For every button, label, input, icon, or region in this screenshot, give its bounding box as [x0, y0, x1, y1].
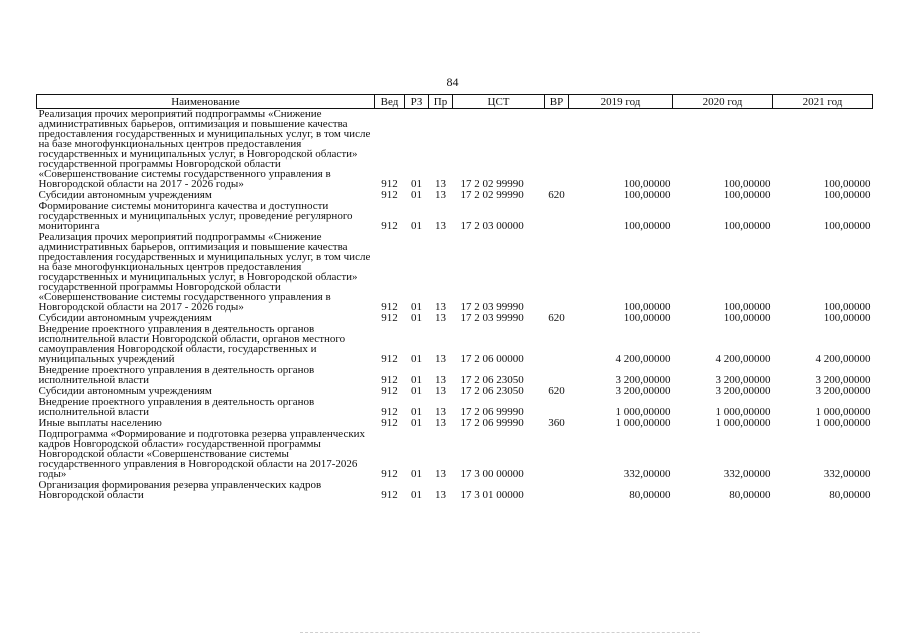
header-2019: 2019 год — [569, 95, 673, 109]
cell-vr — [545, 232, 569, 313]
cell-name: Реализация прочих мероприятий подпрограммы «Снижение административных барьеров, оптимизация и повышение качества предоставления государственных и муниципальных услуг, в том числе на базе многофункциональных центров предоставления государственных и муниципальных услуг, в Новгородской области» государственной программы Новгородской области «Совершенствование системы государственного управления в Новгородской области на 2017 - 2026 годы» — [38, 231, 371, 313]
cell-rz: 01 — [411, 406, 422, 418]
budget-table — [36, 94, 873, 501]
cell-2020: 1 000,00000 — [715, 417, 771, 429]
cell-pr: 13 — [435, 374, 446, 386]
cell-2021: 100,00000 — [823, 189, 871, 201]
cell-pr: 13 — [435, 489, 446, 501]
cell-ved: 912 — [381, 385, 398, 397]
cell-2020: 3 200,00000 — [715, 374, 771, 386]
cell-ved: 912 — [381, 189, 398, 201]
cell-rz: 01 — [411, 468, 422, 480]
table-row — [37, 429, 873, 480]
cell-name: Организация формирования резерва управленческих кадров Новгородской области — [38, 479, 322, 501]
cell-rz: 01 — [411, 385, 422, 397]
cell-2021: 100,00000 — [823, 220, 871, 232]
cell-pr: 13 — [435, 301, 446, 313]
cell-2019: 100,00000 — [623, 312, 671, 324]
cell-name: Иные выплаты населению — [38, 417, 162, 429]
cell-vr: 360 — [548, 417, 565, 429]
cell-2021: 3 200,00000 — [815, 385, 871, 397]
cell-vr — [545, 324, 569, 365]
cell-vr — [545, 365, 569, 386]
cell-rz: 01 — [411, 374, 422, 386]
cell-2021: 100,00000 — [823, 312, 871, 324]
cell-2019: 80,00000 — [629, 489, 671, 501]
cell-name: Внедрение проектного управления в деятельность органов исполнительной власти — [38, 396, 315, 418]
cell-cst: 17 2 06 23050 — [460, 374, 524, 386]
table-body — [37, 109, 873, 502]
cell-ved: 912 — [381, 468, 398, 480]
cell-vr — [545, 429, 569, 480]
cell-2020: 332,00000 — [723, 468, 771, 480]
cell-cst: 17 2 02 99990 — [460, 178, 524, 190]
header-2021: 2021 год — [773, 95, 873, 109]
cell-name: Подпрограмма «Формирование и подготовка резерва управленческих кадров Новгородской области» государственной программы Новгородской области «Совершенствование системы государственного управления в Новгородской области на 2017-2026 годы» — [38, 428, 366, 480]
header-name: Наименование — [37, 95, 375, 109]
cell-2020: 1 000,00000 — [715, 406, 771, 418]
table-row — [37, 109, 873, 191]
cell-cst: 17 2 06 99990 — [460, 417, 524, 429]
table-header — [37, 95, 873, 109]
cell-vr — [545, 480, 569, 501]
cell-2019: 1 000,00000 — [615, 417, 671, 429]
cell-2019: 3 200,00000 — [615, 374, 671, 386]
cell-pr: 13 — [435, 353, 446, 365]
table-row — [37, 480, 873, 501]
cell-rz: 01 — [411, 417, 422, 429]
cell-pr: 13 — [435, 178, 446, 190]
cell-vr: 620 — [548, 385, 565, 397]
cell-cst: 17 2 02 99990 — [460, 189, 524, 201]
cell-2019: 100,00000 — [623, 220, 671, 232]
cell-2021: 1 000,00000 — [815, 406, 871, 418]
cell-2019: 1 000,00000 — [615, 406, 671, 418]
header-ved: Вед — [375, 95, 405, 109]
cell-cst: 17 2 06 00000 — [460, 353, 524, 365]
header-rz: РЗ — [405, 95, 429, 109]
cell-cst: 17 3 01 00000 — [460, 489, 524, 501]
cell-ved: 912 — [381, 489, 398, 501]
cell-rz: 01 — [411, 301, 422, 313]
cell-2019: 100,00000 — [623, 301, 671, 313]
cell-vr — [545, 397, 569, 418]
cell-2019: 4 200,00000 — [615, 353, 671, 365]
cell-2021: 80,00000 — [829, 489, 871, 501]
cell-rz: 01 — [411, 220, 422, 232]
table-row — [37, 232, 873, 313]
cell-vr: 620 — [548, 312, 565, 324]
cell-2019: 100,00000 — [623, 178, 671, 190]
cell-cst: 17 2 03 99990 — [460, 301, 524, 313]
cell-ved: 912 — [381, 220, 398, 232]
cell-2020: 100,00000 — [723, 178, 771, 190]
cell-pr: 13 — [435, 220, 446, 232]
cell-2019: 100,00000 — [623, 189, 671, 201]
header-pr: Пр — [429, 95, 453, 109]
cell-2021: 4 200,00000 — [815, 353, 871, 365]
cell-pr: 13 — [435, 189, 446, 201]
cell-pr: 13 — [435, 312, 446, 324]
cell-2021: 3 200,00000 — [815, 374, 871, 386]
header-2020: 2020 год — [673, 95, 773, 109]
cell-name: Внедрение проектного управления в деятельность органов исполнительной власти Новгородской области, органов местного самоуправления Новгородской области, государственных и муниципальных учреждений — [38, 323, 346, 365]
cell-cst: 17 2 03 00000 — [460, 220, 524, 232]
cell-rz: 01 — [411, 178, 422, 190]
cell-cst: 17 2 06 99990 — [460, 406, 524, 418]
cell-rz: 01 — [411, 312, 422, 324]
table-row — [37, 365, 873, 386]
table-row — [37, 397, 873, 418]
cell-vr — [545, 201, 569, 232]
cell-2020: 100,00000 — [723, 312, 771, 324]
cell-vr — [545, 109, 569, 191]
cell-2020: 3 200,00000 — [715, 385, 771, 397]
cell-pr: 13 — [435, 385, 446, 397]
cell-name: Внедрение проектного управления в деятельность органов исполнительной власти — [38, 364, 315, 386]
header-vr: ВР — [545, 95, 569, 109]
cell-rz: 01 — [411, 353, 422, 365]
cell-name: Субсидии автономным учреждениям — [38, 312, 212, 324]
cell-ved: 912 — [381, 178, 398, 190]
cell-name: Формирование системы мониторинга качества и доступности государственных и муниципальных услуг, проведение регулярного мониторинга — [38, 200, 353, 232]
page-number: 84 — [446, 75, 459, 89]
cell-2020: 100,00000 — [723, 220, 771, 232]
cell-2021: 100,00000 — [823, 301, 871, 313]
header-row — [37, 95, 873, 109]
cell-cst: 17 3 00 00000 — [460, 468, 524, 480]
cell-2019: 332,00000 — [623, 468, 671, 480]
cell-2021: 332,00000 — [823, 468, 871, 480]
cell-rz: 01 — [411, 489, 422, 501]
cell-name: Субсидии автономным учреждениям — [38, 189, 212, 201]
cell-cst: 17 2 06 23050 — [460, 385, 524, 397]
cell-name: Субсидии автономным учреждениям — [38, 385, 212, 397]
cell-2021: 1 000,00000 — [815, 417, 871, 429]
cell-ved: 912 — [381, 301, 398, 313]
cell-ved: 912 — [381, 374, 398, 386]
page-edge-marks — [300, 632, 700, 636]
table-row — [37, 324, 873, 365]
cell-cst: 17 2 03 99990 — [460, 312, 524, 324]
cell-pr: 13 — [435, 468, 446, 480]
cell-name: Реализация прочих мероприятий подпрограммы «Снижение административных барьеров, оптимизация и повышение качества предоставления государственных и муниципальных услуг, в том числе на базе многофункциональных центров предоставления государственных и муниципальных услуг, в Новгородской области» государственной программы Новгородской области «Совершенствование системы государственного управления в Новгородской области на 2017 - 2026 годы» — [38, 108, 371, 190]
cell-2021: 100,00000 — [823, 178, 871, 190]
cell-ved: 912 — [381, 417, 398, 429]
cell-2020: 100,00000 — [723, 189, 771, 201]
cell-ved: 912 — [381, 312, 398, 324]
cell-rz: 01 — [411, 189, 422, 201]
cell-ved: 912 — [381, 353, 398, 365]
cell-2019: 3 200,00000 — [615, 385, 671, 397]
cell-vr: 620 — [548, 189, 565, 201]
cell-pr: 13 — [435, 417, 446, 429]
table-row — [37, 201, 873, 232]
cell-ved: 912 — [381, 406, 398, 418]
cell-2020: 80,00000 — [729, 489, 771, 501]
cell-2020: 100,00000 — [723, 301, 771, 313]
cell-2020: 4 200,00000 — [715, 353, 771, 365]
header-cst: ЦСТ — [453, 95, 545, 109]
cell-pr: 13 — [435, 406, 446, 418]
